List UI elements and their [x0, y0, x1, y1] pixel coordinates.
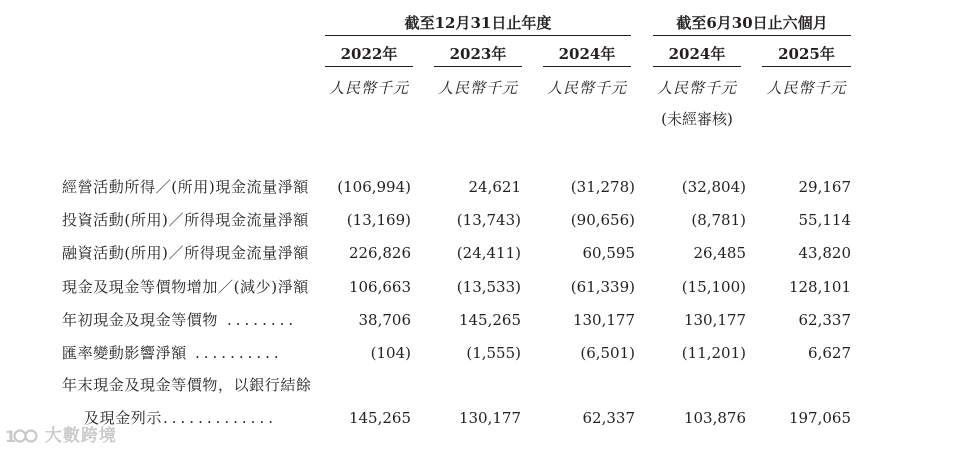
- cell-r5-c5: 62,337: [798, 311, 851, 329]
- cell-r6-c2: (1,555): [466, 344, 521, 362]
- cell-r4-c2: (13,533): [456, 278, 521, 296]
- cell-r7-c5: 197,065: [788, 409, 851, 427]
- year-header-4: 2024年: [668, 45, 726, 63]
- cell-r7-c4: 103,876: [683, 409, 746, 427]
- year-header-2: 2023年: [449, 45, 507, 63]
- group-header-half-year: 截至6月30日止六個月: [676, 14, 828, 32]
- year-header-3: 2024年: [558, 45, 616, 63]
- row-label-closing-cash-line2: 及現金列示: [84, 409, 163, 427]
- year-rule-4: [653, 66, 741, 67]
- cell-r7-c3: 62,337: [582, 409, 635, 427]
- svg-text:1: 1: [5, 427, 18, 446]
- cell-r4-c4: (15,100): [681, 278, 746, 296]
- cell-r6-c3: (6,501): [580, 344, 635, 362]
- unit-label-5: 人民幣千元: [766, 79, 847, 97]
- cell-r1-c2: 24,621: [468, 178, 521, 196]
- row-label-net-change: 現金及現金等價物增加／(減少)淨額: [62, 278, 309, 296]
- year-rule-5: [762, 66, 851, 67]
- row-label-investing: 投資活動(所用)／所得現金流量淨額: [62, 211, 309, 229]
- group-rule-annual: [325, 35, 631, 36]
- cell-r4-c1: 106,663: [348, 278, 411, 296]
- group-header-annual: 截至12月31日止年度: [404, 14, 552, 32]
- cell-r3-c3: 60,595: [582, 244, 635, 262]
- year-rule-2: [434, 66, 522, 67]
- unit-label-1: 人民幣千元: [328, 79, 409, 97]
- cell-r6-c5: 6,627: [808, 344, 851, 362]
- cell-r6-c4: (11,201): [681, 344, 746, 362]
- cell-r5-c1: 38,706: [358, 311, 411, 329]
- cell-r5-c3: 130,177: [572, 311, 635, 329]
- cell-r7-c1: 145,265: [348, 409, 411, 427]
- unit-label-2: 人民幣千元: [437, 79, 518, 97]
- cell-r1-c4: (32,804): [681, 178, 746, 196]
- cell-r3-c2: (24,411): [456, 244, 521, 262]
- cell-r5-c4: 130,177: [683, 311, 746, 329]
- cell-r5-c2: 145,265: [458, 311, 521, 329]
- cell-r7-c2: 130,177: [458, 409, 521, 427]
- group-rule-half-year: [653, 35, 851, 36]
- watermark-text: 大數跨境: [44, 426, 117, 446]
- cell-r6-c1: (104): [370, 344, 411, 362]
- cell-r1-c3: (31,278): [570, 178, 635, 196]
- row-label-financing: 融資活動(所用)／所得現金流量淨額: [62, 244, 309, 262]
- cell-r3-c1: 226,826: [348, 244, 411, 262]
- row-label-opening-cash: 年初現金及現金等價物: [62, 311, 219, 329]
- row-label-closing-cash: 年末現金及現金等價物，以銀行結餘: [62, 376, 312, 394]
- unit-label-4: 人民幣千元: [656, 79, 737, 97]
- cell-r4-c3: (61,339): [570, 278, 635, 296]
- watermark: [4, 423, 117, 449]
- cell-r2-c3: (90,656): [570, 211, 635, 229]
- cell-r4-c5: 128,101: [788, 278, 851, 296]
- cell-r3-c5: 43,820: [798, 244, 851, 262]
- cell-r2-c1: (13,169): [346, 211, 411, 229]
- row-leader-closing-cash: .............: [163, 409, 277, 427]
- year-header-1: 2022年: [340, 45, 398, 63]
- year-rule-1: [325, 66, 413, 67]
- row-leader-opening-cash: ........: [227, 311, 298, 329]
- cell-r3-c4: 26,485: [693, 244, 746, 262]
- year-rule-3: [543, 66, 631, 67]
- cell-r2-c2: (13,743): [456, 211, 521, 229]
- unit-label-3: 人民幣千元: [546, 79, 627, 97]
- year-header-5: 2025年: [778, 45, 835, 63]
- cell-r1-c5: 29,167: [798, 178, 851, 196]
- unaudited-note: (未經審核): [661, 110, 733, 128]
- cell-r2-c4: (8,781): [691, 211, 746, 229]
- row-leader-fx-effect: ..........: [195, 344, 283, 362]
- cell-r2-c5: 55,114: [798, 211, 851, 229]
- row-label-operating: 經營活動所得／(所用)現金流量淨額: [62, 178, 309, 196]
- cell-r1-c1: (106,994): [337, 178, 411, 196]
- row-label-fx-effect: 匯率變動影響淨額: [62, 344, 187, 362]
- logo-glyph-icon: [4, 426, 45, 446]
